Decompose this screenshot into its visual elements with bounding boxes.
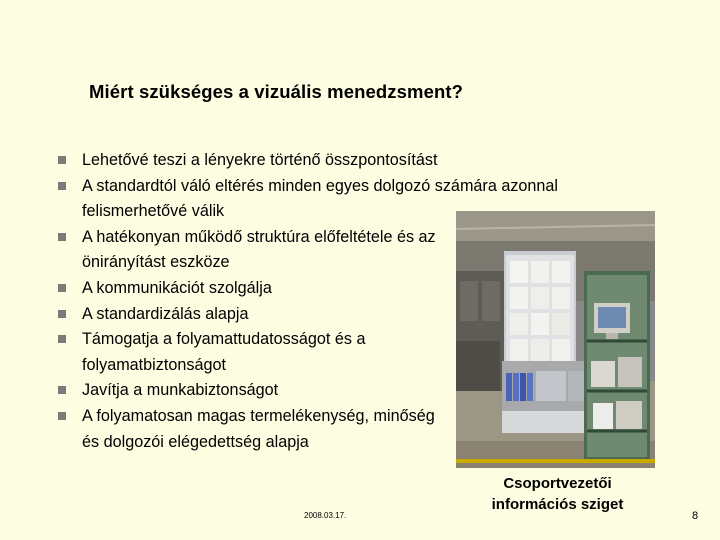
bullet-square-icon: [58, 335, 66, 343]
bullet-item: A hatékonyan működő struktúra előfeltétele és az önirányítást eszköze: [58, 225, 442, 276]
footer-date: 2008.03.17.: [304, 511, 347, 520]
bullet-square-icon: [58, 284, 66, 292]
information-island-photo: [456, 211, 655, 468]
page-number: 8: [692, 510, 699, 522]
bullet-square-icon: [58, 233, 66, 241]
photo-caption: [470, 473, 645, 515]
bullet-item: A kommunikációt szolgálja: [58, 276, 442, 302]
caption-line-1: Csoportvezetői: [503, 475, 612, 492]
bullet-item: A standardizálás alapja: [58, 302, 442, 328]
bullet-item: Támogatja a folyamattudatosságot és a folyamatbiztonságot: [58, 327, 402, 378]
bullet-square-icon: [58, 412, 66, 420]
bullet-square-icon: [58, 386, 66, 394]
bullet-item: Lehetővé teszi a lényekre történő összpontosítást: [58, 148, 642, 174]
bullet-square-icon: [58, 182, 66, 190]
bullet-item: Javítja a munkabiztonságot: [58, 378, 442, 404]
slide-title: Miért szükséges a vizuális menedzsment?: [89, 81, 464, 102]
bullet-square-icon: [58, 156, 66, 164]
bullet-item: A folyamatosan magas termelékenység, minőség és dolgozói elégedettség alapja: [58, 404, 442, 455]
bullet-square-icon: [58, 310, 66, 318]
caption-line-2: információs sziget: [491, 496, 624, 513]
bullet-item: A standardtól váló eltérés minden egyes dolgozó számára azonnal felismerhetővé válik: [58, 174, 622, 225]
